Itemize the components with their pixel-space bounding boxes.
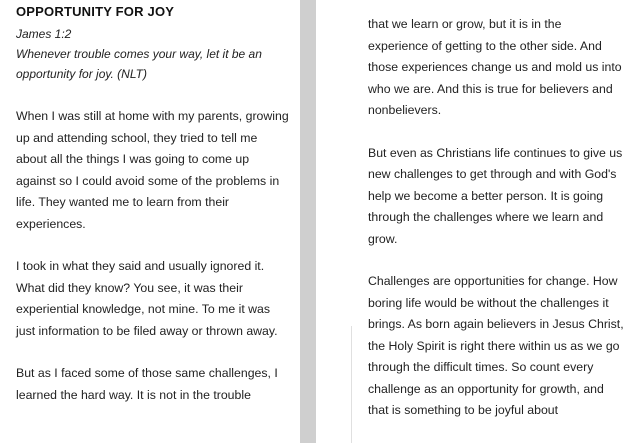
verse-reference: James 1:2 bbox=[16, 27, 72, 41]
page-fold-line bbox=[351, 326, 352, 443]
paragraph: that we learn or grow, but it is in the experience of getting to the other side. And those experiences change us and mold us into who we are. And this is true for believers and nonbelievers. bbox=[368, 17, 622, 117]
paragraph: When I was still at home with my parents, growing up and attending school, they tried to tell me about all the things I was going to come up against so I could avoid some of the problems in life. They wanted me to learn from their experiences. bbox=[16, 109, 289, 231]
paragraph: But even as Christians life continues to give us new challenges to get through and with God's help we become a better person. It is going through the challenges where we learn and grow. bbox=[368, 145, 623, 246]
paragraph: I took in what they said and usually ignored it. What did they know? You see, it was their experiential knowledge, not mine. To me it was just information to be filed away or thrown away. bbox=[16, 259, 278, 338]
right-page bbox=[316, 0, 640, 443]
paragraph: But as I faced some of those same challenges, I learned the hard way. It is not in the trouble bbox=[16, 366, 278, 402]
paragraph: Challenges are opportunities for change. How boring life would be without the challenges it brings. As born again believers in Jesus Christ, the Holy Spirit is right there within us as we go through the difficult times. So count every challenge as an opportunity for growth, and that is something to be joyful about bbox=[368, 274, 624, 417]
page-gap bbox=[300, 0, 316, 443]
left-page bbox=[0, 0, 300, 443]
page-title: OPPORTUNITY FOR JOY bbox=[16, 4, 175, 19]
verse-text: Whenever trouble comes your way, let it be an opportunity for joy. (NLT) bbox=[16, 47, 262, 81]
